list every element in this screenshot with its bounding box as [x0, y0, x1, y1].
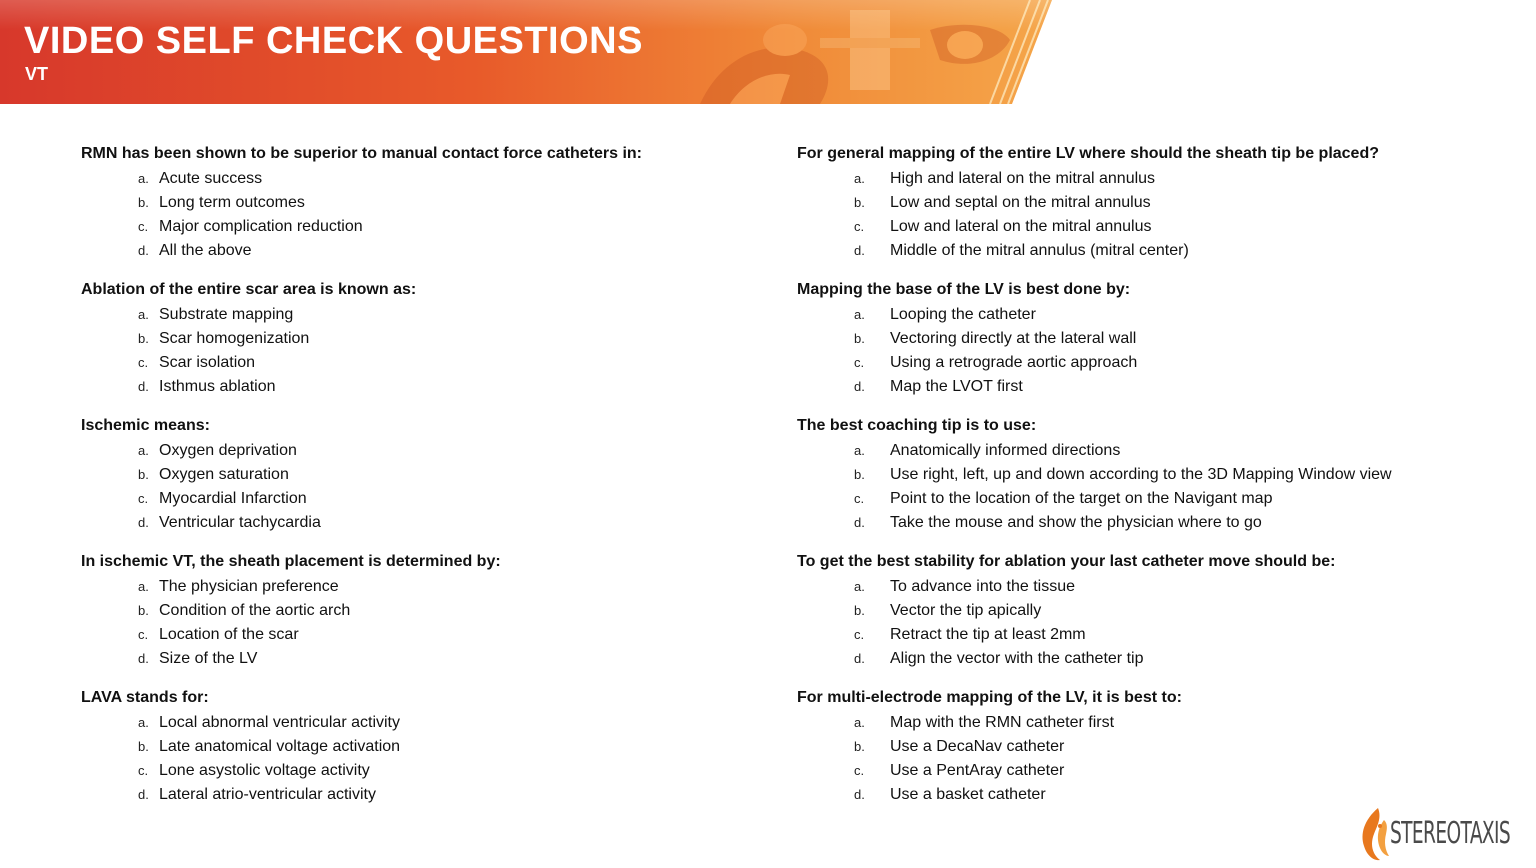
option-letter: a.: [138, 171, 149, 186]
option-letter: c.: [854, 763, 865, 778]
option-text: Use a DecaNav catheter: [890, 738, 1065, 755]
option-text: Major complication reduction: [159, 218, 363, 235]
option-text: All the above: [159, 242, 252, 259]
answer-list: [797, 575, 1477, 671]
option-text: Myocardial Infarction: [159, 490, 307, 507]
question-block: [81, 415, 741, 551]
option-text: To advance into the tissue: [890, 578, 1076, 595]
logo-wordmark: STEREOTAXIS: [1390, 816, 1511, 851]
question-text: RMN has been shown to be superior to manual contact force catheters in:: [81, 145, 642, 162]
option-text: Lone asystolic voltage activity: [159, 762, 370, 779]
answer-option: [81, 711, 741, 735]
option-text: Ventricular tachycardia: [159, 514, 321, 531]
option-text: Middle of the mitral annulus (mitral center): [890, 242, 1189, 259]
question-text: For multi-electrode mapping of the LV, it is best to:: [797, 689, 1182, 706]
option-text: Scar isolation: [159, 354, 256, 371]
answer-option: [81, 327, 741, 351]
question-text: Ischemic means:: [81, 417, 210, 434]
answer-list: [797, 303, 1477, 399]
answer-option: [81, 215, 741, 239]
option-letter: b.: [854, 331, 865, 346]
answer-list: [797, 711, 1477, 807]
option-letter: a.: [854, 579, 865, 594]
option-text: Low and septal on the mitral annulus: [890, 194, 1151, 211]
answer-list: [797, 439, 1477, 535]
answer-option: [797, 375, 1477, 399]
question-block: [797, 551, 1477, 687]
option-text: Use right, left, up and down according to the 3D Mapping Window view: [890, 466, 1392, 483]
option-text: Vector the tip apically: [890, 602, 1042, 619]
answer-option: [81, 375, 741, 399]
option-text: Retract the tip at least 2mm: [890, 626, 1086, 643]
answer-option: [81, 167, 741, 191]
answer-option: [797, 439, 1477, 463]
option-letter: d.: [138, 243, 149, 258]
question-text: For general mapping of the entire LV where should the sheath tip be placed?: [797, 145, 1379, 162]
question-text: The best coaching tip is to use:: [797, 417, 1037, 434]
option-text: High and lateral on the mitral annulus: [890, 170, 1156, 187]
answer-option: [81, 575, 741, 599]
option-letter: b.: [854, 467, 865, 482]
question-block: [797, 415, 1477, 551]
question-block: [797, 279, 1477, 415]
option-letter: c.: [854, 355, 865, 370]
option-letter: a.: [138, 715, 149, 730]
answer-option: [81, 623, 741, 647]
answer-option: [797, 463, 1477, 487]
option-text: Lateral atrio-ventricular activity: [159, 786, 376, 803]
option-text: Long term outcomes: [159, 194, 305, 211]
option-text: Use a PentAray catheter: [890, 762, 1065, 779]
option-text: Isthmus ablation: [159, 378, 276, 395]
answer-option: [81, 783, 741, 807]
option-letter: d.: [854, 379, 865, 394]
option-letter: b.: [854, 603, 865, 618]
option-letter: d.: [138, 515, 149, 530]
option-letter: d.: [138, 651, 149, 666]
option-letter: a.: [854, 443, 865, 458]
option-letter: c.: [138, 355, 149, 370]
option-letter: b.: [854, 195, 865, 210]
option-letter: a.: [854, 715, 865, 730]
option-letter: c.: [138, 627, 149, 642]
option-letter: a.: [854, 307, 865, 322]
option-letter: b.: [138, 467, 149, 482]
option-text: Acute success: [159, 170, 263, 187]
option-letter: d.: [138, 379, 149, 394]
option-text: Location of the scar: [159, 626, 299, 643]
option-text: The physician preference: [159, 578, 339, 595]
option-letter: d.: [854, 243, 865, 258]
question-block: [81, 687, 741, 823]
answer-option: [81, 735, 741, 759]
answer-option: [81, 303, 741, 327]
option-letter: c.: [138, 219, 149, 234]
option-letter: b.: [138, 331, 149, 346]
question-text: Ablation of the entire scar area is known as:: [81, 281, 417, 298]
question-text: LAVA stands for:: [81, 689, 209, 706]
stereotaxis-flame-icon: [1358, 806, 1392, 862]
option-letter: a.: [138, 579, 149, 594]
option-letter: b.: [138, 195, 149, 210]
answer-option: [81, 439, 741, 463]
option-letter: d.: [854, 651, 865, 666]
option-letter: d.: [854, 787, 865, 802]
option-letter: c.: [854, 491, 865, 506]
answer-option: [81, 239, 741, 263]
question-text: To get the best stability for ablation your last catheter move should be:: [797, 553, 1336, 570]
option-letter: c.: [138, 491, 149, 506]
option-letter: b.: [138, 603, 149, 618]
option-text: Map the LVOT first: [890, 378, 1023, 395]
question-block: [797, 687, 1477, 823]
option-text: Substrate mapping: [159, 306, 294, 323]
option-text: Low and lateral on the mitral annulus: [890, 218, 1152, 235]
option-letter: c.: [854, 219, 865, 234]
option-text: Oxygen saturation: [159, 466, 289, 483]
answer-option: [81, 191, 741, 215]
answer-option: [797, 623, 1477, 647]
option-text: Local abnormal ventricular activity: [159, 714, 400, 731]
answer-option: [81, 759, 741, 783]
stereotaxis-logo: [1358, 804, 1518, 864]
option-letter: a.: [854, 171, 865, 186]
answer-list: [797, 167, 1477, 263]
option-text: Condition of the aortic arch: [159, 602, 351, 619]
answer-list: [81, 303, 741, 399]
answer-option: [797, 511, 1477, 535]
option-text: Using a retrograde aortic approach: [890, 354, 1138, 371]
option-letter: a.: [138, 307, 149, 322]
answer-option: [797, 239, 1477, 263]
answer-option: [797, 735, 1477, 759]
answer-option: [81, 511, 741, 535]
answer-option: [797, 167, 1477, 191]
answer-option: [797, 759, 1477, 783]
answer-option: [797, 487, 1477, 511]
question-block: [81, 143, 741, 279]
question-text: Mapping the base of the LV is best done by:: [797, 281, 1131, 298]
answer-option: [797, 191, 1477, 215]
option-letter: b.: [138, 739, 149, 754]
option-text: Looping the catheter: [890, 306, 1036, 323]
answer-option: [797, 711, 1477, 735]
option-letter: b.: [854, 739, 865, 754]
answer-list: [81, 575, 741, 671]
answer-option: [81, 463, 741, 487]
page-title: VIDEO SELF CHECK QUESTIONS: [24, 20, 643, 62]
answer-list: [81, 439, 741, 535]
answer-list: [81, 167, 741, 263]
option-text: Size of the LV: [159, 650, 258, 667]
answer-option: [81, 351, 741, 375]
right-question-column: [797, 143, 1477, 823]
question-block: [81, 551, 741, 687]
question-text: In ischemic VT, the sheath placement is determined by:: [81, 553, 501, 570]
answer-option: [797, 599, 1477, 623]
answer-option: [797, 327, 1477, 351]
option-text: Map with the RMN catheter first: [890, 714, 1115, 731]
option-text: Vectoring directly at the lateral wall: [890, 330, 1137, 347]
option-letter: a.: [138, 443, 149, 458]
option-text: Anatomically informed directions: [890, 442, 1121, 459]
option-text: Take the mouse and show the physician where to go: [890, 514, 1262, 531]
answer-option: [797, 647, 1477, 671]
option-text: Late anatomical voltage activation: [159, 738, 401, 755]
answer-option: [81, 487, 741, 511]
option-text: Oxygen deprivation: [159, 442, 297, 459]
answer-list: [81, 711, 741, 807]
answer-option: [797, 303, 1477, 327]
question-block: [81, 279, 741, 415]
left-question-column: [81, 143, 741, 823]
answer-option: [81, 599, 741, 623]
option-text: Use a basket catheter: [890, 786, 1046, 803]
answer-option: [797, 575, 1477, 599]
option-text: Align the vector with the catheter tip: [890, 650, 1144, 667]
option-letter: d.: [854, 515, 865, 530]
option-letter: c.: [854, 627, 865, 642]
page-subtitle: VT: [25, 64, 49, 84]
answer-option: [797, 215, 1477, 239]
answer-option: [81, 647, 741, 671]
option-text: Scar homogenization: [159, 330, 310, 347]
option-text: Point to the location of the target on the Navigant map: [890, 490, 1273, 507]
question-block: [797, 143, 1477, 279]
header-banner: [0, 0, 1060, 104]
option-letter: d.: [138, 787, 149, 802]
option-letter: c.: [138, 763, 149, 778]
answer-option: [797, 351, 1477, 375]
